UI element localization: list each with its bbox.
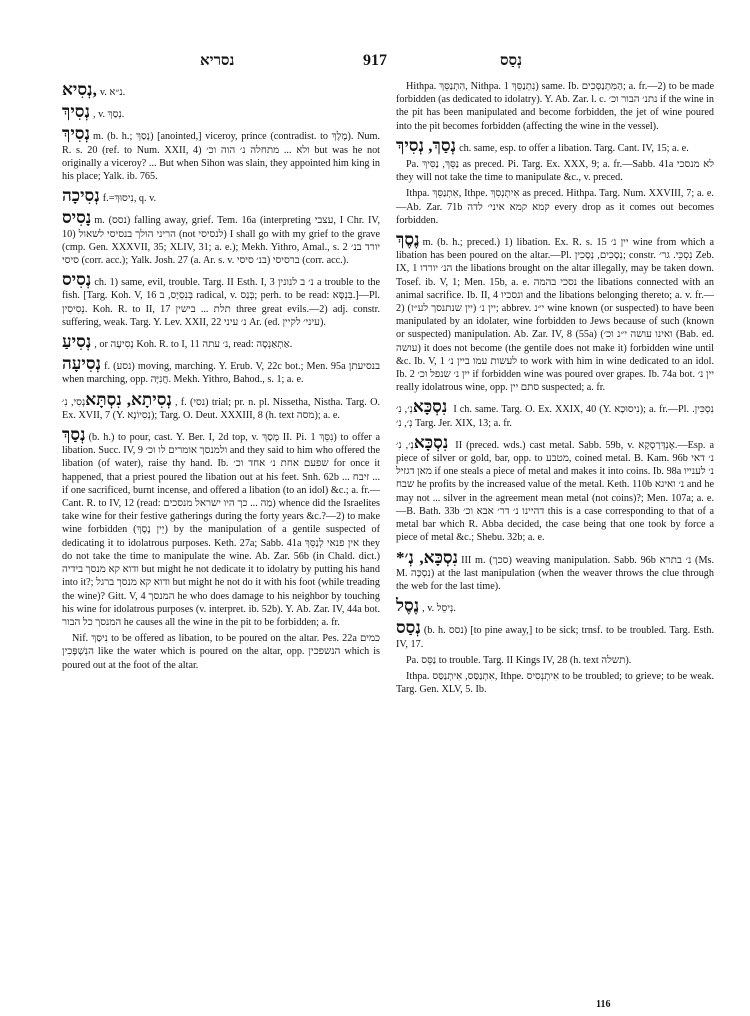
dictionary-entry — [62, 102, 380, 121]
entry-text: Pa. נַסֵּס to trouble. Targ. II Kings IV, 28 (h. text תשלה). — [406, 654, 632, 666]
entry-text: Ithpa. אִתְנַסַּס, אִיתְנַסַּס, Ithpe. אִיתְנְסִיס to be troubled; to grieve; to be weak. Targ. Gen. XLV, 5. Ib. — [396, 670, 715, 696]
dictionary-entry — [62, 80, 380, 99]
headword: נְסִיא, — [62, 80, 97, 99]
dictionary-entry — [62, 270, 380, 329]
dictionary-entry — [396, 548, 714, 594]
headword: נְסַס — [396, 618, 421, 638]
headword: נְסִיס — [62, 270, 92, 290]
entry-text: , or נְסִיעָה Koh. R. to I, 11 נ׳ עתה, read: אַתְאַנְסָה. — [94, 339, 293, 351]
entry-text: Nif. נִיסַּךְ to be offered as libation, to be poured on the altar. Pes. 22a כמים הנִשְׁפָּכִין like the water which is poured on the altar, opp. הנשפכין which is poured out at the foot of the altar. — [62, 633, 380, 671]
entry-text: נְסִי, נִ׳, f. (נסי) trial; pr. n. pl. Nissetha, Nistha. Targ. O. Ex. XVII, 7 (Y. נְסִיוֹנָא); Targ. O. Deut. XXXIII, 8 (h. text מסה); a. e. — [62, 396, 380, 421]
headword: נִסְכָּא — [413, 432, 449, 452]
signature-mark: 116 — [596, 999, 611, 1010]
headword: נְסִיךְ — [62, 124, 91, 144]
headword: נְסִיכָה — [62, 186, 100, 206]
dictionary-entry — [396, 230, 714, 394]
entry-text: ch. 1) same, evil, trouble. Targ. II Esth. I, 3 נ׳ ב לנונין a trouble to the fish. [Targ. Koh. V, 16 בְּנִסְיָס, ב radical, v. בְּנַס; perh. to be read: בִּנְסָּא.]—Pl. נְסִיסִין. Koh. R. to II, 17 תלת ... בישין three great evils.—2) adj. constr. suffering, weak. Targ. Y. Lev. XXII, 22 נ׳ עיני Ar. (ed. עיני׳ לקיין). — [62, 277, 381, 328]
headword: נִסְכָּא — [412, 397, 448, 417]
entry-text: , v. נְסַךְ. — [93, 109, 125, 121]
headword: נְסַךְ, נְסִיךְ — [396, 135, 457, 155]
dictionary-entry — [62, 425, 380, 629]
dictionary-entry — [62, 390, 380, 422]
entry-text: v. נ״א. — [99, 87, 126, 98]
running-head-right: נְסַס — [500, 53, 522, 69]
entry-subsection — [396, 670, 714, 696]
headword: נְסַךְ — [62, 425, 86, 445]
entry-text: ch. same, esp. to offer a libation. Targ. Cant. IV, 15; a. e. — [459, 142, 689, 154]
page-number: 917 — [363, 52, 387, 69]
dictionary-entry — [62, 124, 380, 183]
entry-text: נְ׳, נִ׳ I ch. same. Targ. O. Ex. XXIX, 40 (Y. נִיסוּכָא); a. fr.—Pl. נִסְכִּין. נְ׳, נִ׳ Targ. Jer. XIX, 13; a. fr. — [396, 404, 714, 429]
entry-text: , v. נְיסֵל. — [422, 603, 456, 615]
headword: נְסִיעָה — [62, 354, 102, 374]
dictionary-entry — [396, 397, 714, 429]
dictionary-entry — [62, 332, 380, 351]
right-column — [396, 80, 714, 699]
dictionary-entry — [396, 596, 714, 615]
dictionary-entry — [396, 618, 714, 650]
headword: *נִסְכָּא, נְ׳ — [396, 547, 459, 567]
entry-text: III m. (סכך) weaving manipulation. Sabb. 96b נ׳ בתרא (Ms. M. נִסְכָּה) at the last manipulation (when the weaver throws the clue through the web for the last time). — [396, 554, 715, 592]
entry-subsection — [396, 158, 714, 184]
dictionary-entry — [396, 136, 714, 155]
entry-text: Hithpa. הִתְנַסֵּךְ, Nithpa. נִתְנַסֵּךְ 1) same. Ib. הַמִּתְנַסְּכִים; a. fr.—2) to be made forbidden (as dedicated to idolatry). Y. Ab. Zar. l. c. נתנ׳ הבור וכ׳ if the wine in the pit has been manipulated and become forbidden, the jet of wine poured into the pit becomes forbidden (affecting the wine in the vessel). — [396, 81, 715, 132]
entry-subsection — [396, 654, 714, 667]
entry-text: m. (b. h.; נָסַךְ) [anointed,] viceroy, prince (contradist. to מֶלֶךְ). Num. R. s. 20 (ref. to Num. XXII, 4) ולא ... מתחלה נ׳ הוה וכ׳ but was he not originally a viceroy? ... But when Sihon was slain, they appointed him king in his place; Yalk. ib. 765. — [62, 131, 380, 183]
entry-text: (b. h. נסס) [to pine away,] to be sick; trnsf. to be troubled. Targ. Esth. IV, 17. — [396, 625, 714, 650]
left-column — [62, 80, 380, 675]
entry-text: נְ׳, נִ׳ II (preced. wds.) cast metal. Sabb. 59b, v. אֶנְדְּרַסְקָא.—Esp. a piece of silver or gold, bar, opp. to מטבע, coined metal. B. Kam. 96b נ׳ דאי מאן דגזיל if one steals a piece of metal and makes it into coins. Ib. 98a נ׳ לענייו שבח he profits by the increased value of the metal. Keth. 110b נ׳ ואיגא and he may not ... silver in the agreement mean metal (not coins)?; Men. 107a; a. e.—B. Bath. 33b דהיינו נ׳ דר׳ אבא וכ׳ this is a case corresponding to that of a metal bar which R. Abba decided, the case being that one took by force a piece of metal &c.; Shebu. 32b; a. e. — [396, 439, 715, 544]
headword: נָסִיס — [62, 208, 92, 228]
entry-text: Pa. נַסֵּךְ, נַסִּיךְ as preced. Pi. Targ. Ex. XXX, 9; a. fr.—Sabb. 41a לא מנסכי they will not take the time to manipulate &c., v. preced. — [396, 159, 715, 184]
headword: נְסִיעַ — [62, 332, 92, 352]
entry-subsection — [62, 632, 380, 672]
dictionary-entry — [396, 433, 714, 545]
entry-text: m. (נסס) falling away, grief. Tem. 16a (interpreting עצבי, I Chr. IV, 10) הריני הולך בנסיסי לשאול (not לנסיסי) I shall go with my grief to the grave (cmp. Gen. XXXVII, 35; XLIV, 31; a. e.); Mekh. Yithro, Amal., s. 2 יורד בנ׳ סיסי (corr. acc.); Yalk. Josh. 27 (a. Ar. s. v. בנ׳ סיסי) ברסיסי (corr. acc.). — [62, 215, 380, 267]
entry-subsection — [396, 80, 714, 133]
headword: נֶסֶל — [396, 596, 420, 616]
headword: נֶסֶךְ — [396, 230, 420, 250]
entry-text: (b. h.) to pour, cast. Y. Ber. I, 2d top, v. מְסַךְ II. Pi. נִסֵּךְ 1) to offer a libation. Succ. IV, 9 ולמנסך אומרים לו וכ׳ and they said to him who offered the libation (of water), raise thy hand. Ib. שפעם אחת נ׳ אחד וכ׳ for once it happened, that a priest poured the libation out at his feet. Snh. 62b ... זיבח ... if one sacrificed, burnt incense, and offered a libation (to an idol) &c.; a. fr.—Cant. R. to IV, 12 (read: מַה ... כך היו ישראל מנסכים) whence did the Israelites take wine for their festive gatherings during the forty years &c.?—2) to make wine forbidden (יֵין נֶסֶךְ) by the manipulation of a gentile suspected of dedicating it to idolatrous purposes. Keth. 27a; Sabb. 41a אין פנאי לְנַסֵּךְ they do not take the time to manipulate the wine. Ab. Zar. 56b (in Chald. dict.) ודוא קא מנסך בידיה but might he not dedicate it to idolatry by putting his hand into it?; ודוא קא מנסך ברגל but might he not do it with his foot (while treading the wine)? Gitt. V, 4 המנסך he who does damage to his neighbor by touching his wine for idolatrous purposes (v. interpret. ib. 52b). Y. Ab. Zar. IV, 44a bot. המנסך כל הבור he causes all the wine in the pit to be forbidden; a. fr. — [62, 432, 380, 628]
running-head-left: נסריא — [200, 53, 235, 69]
entry-text: f.=נִיסוּךְ, q. v. — [102, 193, 157, 205]
entry-text: Ithpa. אִתְנַסֵּךְ, Ithpe. אִיתְנְסִךְ as preced. Hithpa. Targ. Num. XXVIII, 7; a. e.—Ab. Zar. 71b קמא קמא איני׳ לדה every drop as it comes out becomes forbidden. — [396, 188, 715, 226]
headword: נְסִיךְ — [62, 102, 91, 122]
entry-text: f. (נסע) moving, marching. Y. Erub. V, 22c bot.; Men. 95a בנסיעתן when marching, opp. חֲנִיָּה. Mekh. Yithro, Bahod., s. 1; a. e. — [62, 361, 380, 386]
dictionary-entry — [62, 354, 380, 386]
dictionary-entry — [62, 186, 380, 205]
entry-subsection — [396, 187, 714, 227]
entry-text: m. (b. h.; preced.) 1) libation. Ex. R. s. 15 יין נ׳ wine from which a libation has been poured on the altar.—Pl. נְסָכִים, נְסָכִין; constr. נִסְכֵּי. גר׳ Zeb. IX, 1 הנ׳ יורדו the libations brought on the altar illegally, may be taken down. Tosef. ib. V, 1; Men. 15b, a. e. נסכי בהמה the libations connected with an animal sacrifice. Ib. II, 4 ונסכיו and the libations belonging thereto; a. v. fr.—2) יין נ׳ (יין שנתנסך לע״ז); abbrev. י״נ wine known (or suspected) to have been manipulated by an idolater, wine forbidden to Jews because of such (known or suspected) manipulation. Ab. Zar. IV, 8 (55a) (ואינו עושה י״נ וכ׳ (Bab. ed. עושה) it does not become (the gentile does not make it) forbidden wine until &c. Ib. V, 1 לעשות עמו ביין נ׳ to work with him in wine dedicated to an idol. Ib. 2 יין נ׳ שנפל וכ׳ if forbidden wine was poured over grapes. Ib. 74a bot. יין נ׳ really idolatrous wine, opp. סתם יין suspected; a. fr. — [396, 237, 715, 394]
headword: נְסִיתָא, נִסְתָּא — [85, 389, 172, 409]
dictionary-entry — [62, 208, 380, 267]
